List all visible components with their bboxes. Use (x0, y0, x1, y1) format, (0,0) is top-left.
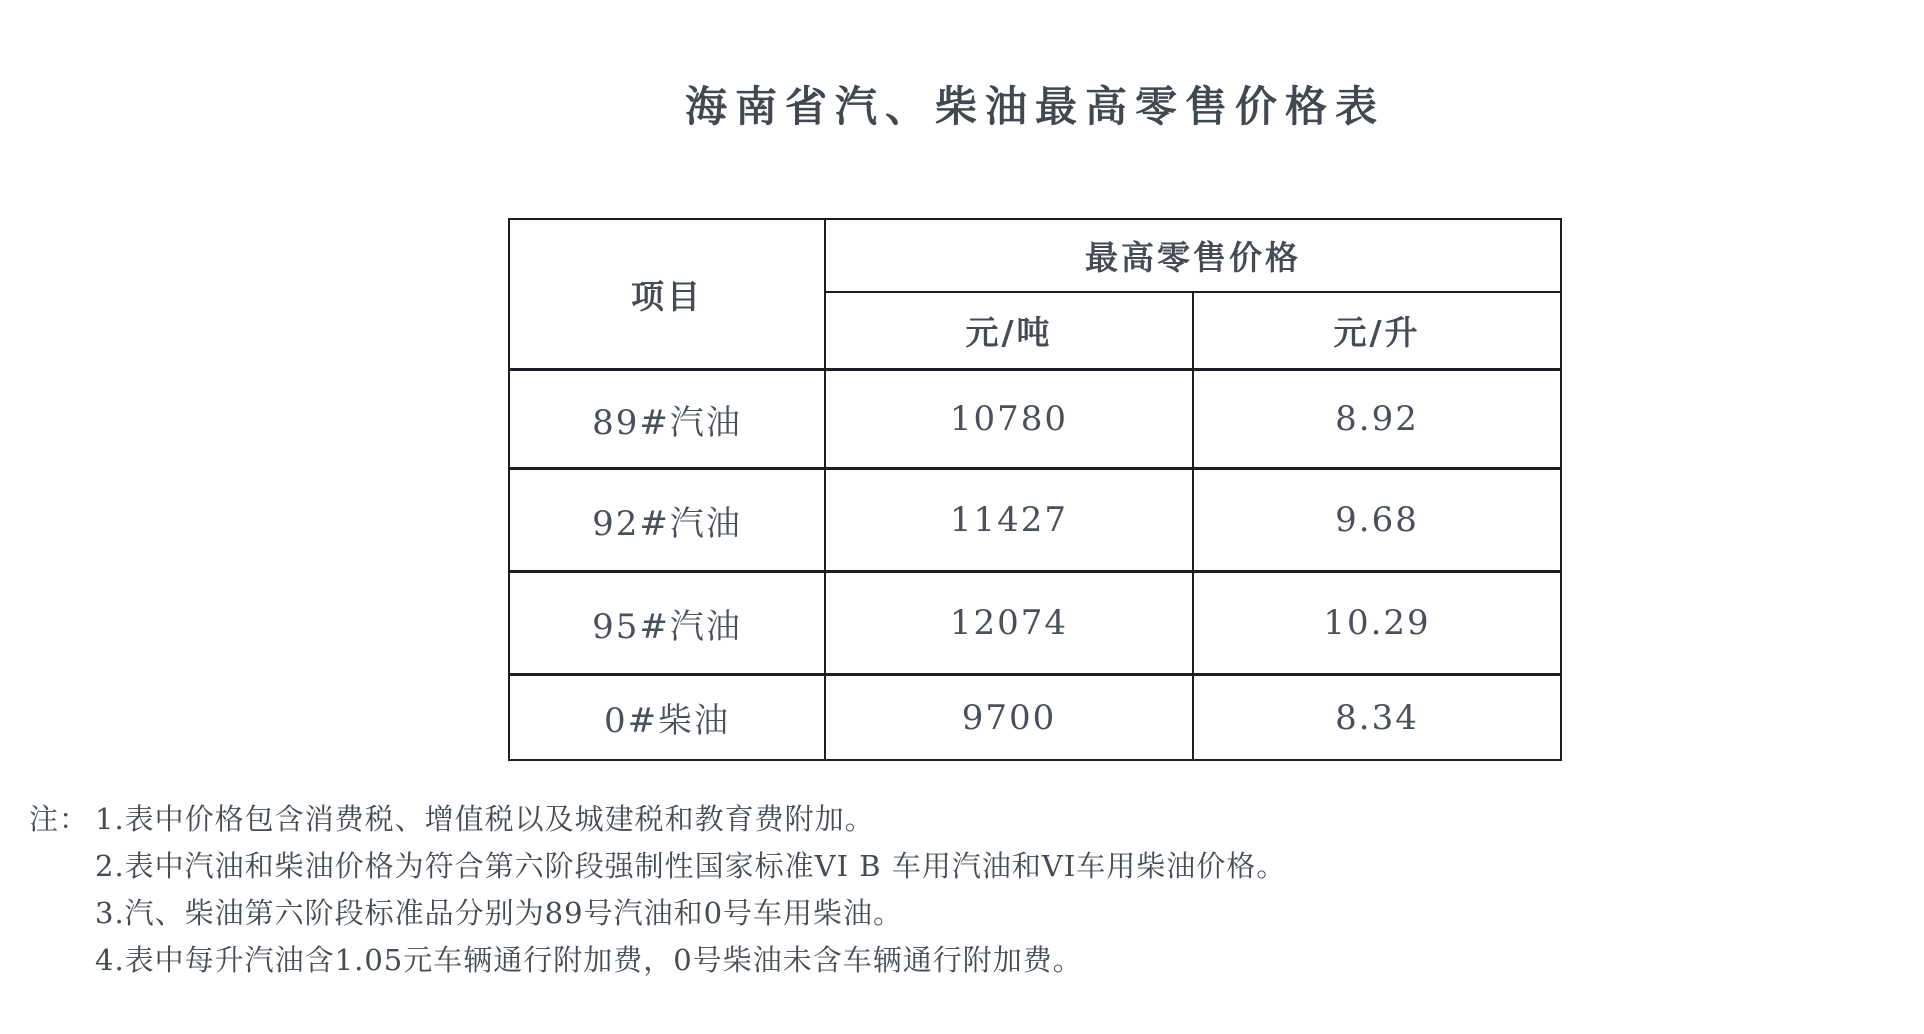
price-per-ton-cell: 11427 (825, 469, 1193, 572)
table-row (509, 675, 1561, 761)
price-per-ton-cell: 10780 (825, 370, 1193, 469)
notes-label: 注： (29, 802, 90, 836)
note-text: 3.汽、柴油第六阶段标准品分别为89号汽油和0号车用柴油。 (95, 896, 904, 930)
price-per-liter-cell: 8.34 (1193, 675, 1561, 761)
table-row (509, 370, 1561, 469)
item-cell: 95#汽油 (509, 572, 825, 675)
item-cell: 0#柴油 (509, 675, 825, 761)
price-group-header: 最高零售价格 (825, 219, 1561, 292)
note-line (29, 843, 1286, 890)
price-per-liter-cell: 8.92 (1193, 370, 1561, 469)
note-line (29, 796, 1286, 843)
header-row-group (509, 219, 1561, 292)
price-per-ton-cell: 9700 (825, 675, 1193, 761)
note-text: 4.表中每升汽油含1.05元车辆通行附加费，0号柴油未含车辆通行附加费。 (95, 943, 1083, 977)
item-column-header: 项目 (509, 219, 825, 370)
unit-per-liter-header: 元/升 (1193, 292, 1561, 370)
note-line (29, 937, 1286, 984)
price-table (508, 218, 1562, 761)
note-line (29, 890, 1286, 937)
item-cell: 92#汽油 (509, 469, 825, 572)
price-per-ton-cell: 12074 (825, 572, 1193, 675)
price-table-header (509, 219, 1561, 370)
page-title: 海南省汽、柴油最高零售价格表 (684, 82, 1385, 131)
price-per-liter-cell: 9.68 (1193, 469, 1561, 572)
price-per-liter-cell: 10.29 (1193, 572, 1561, 675)
unit-per-ton-header: 元/吨 (825, 292, 1193, 370)
table-row (509, 469, 1561, 572)
item-cell: 89#汽油 (509, 370, 825, 469)
notes-section (29, 796, 1286, 984)
price-table-body (509, 370, 1561, 761)
table-row (509, 572, 1561, 675)
note-text: 2.表中汽油和柴油价格为符合第六阶段强制性国家标准VI B 车用汽油和VI车用柴油价格。 (95, 849, 1287, 883)
note-text: 1.表中价格包含消费税、增值税以及城建税和教育费附加。 (95, 802, 875, 836)
